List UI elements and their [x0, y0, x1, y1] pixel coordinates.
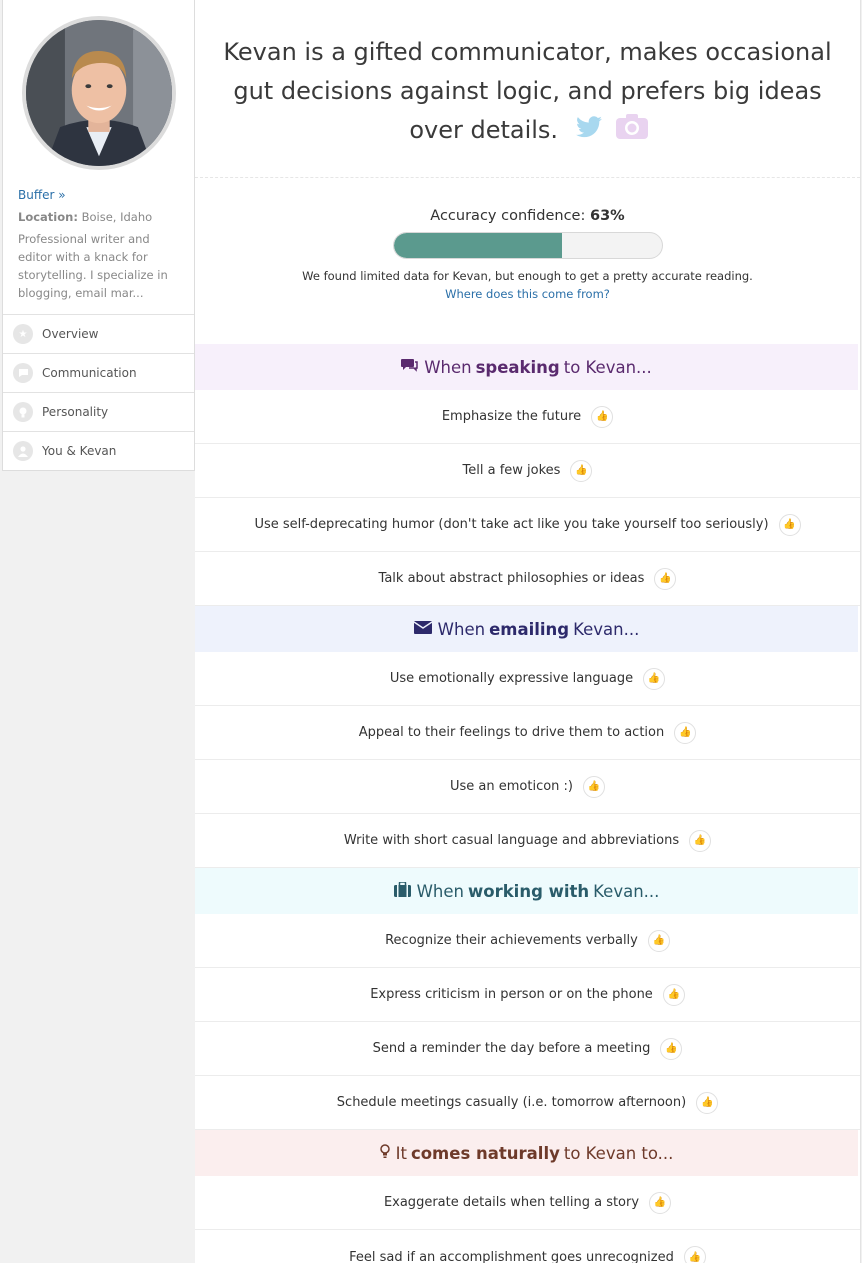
section-pre: When	[437, 619, 486, 639]
thumbs-up-icon[interactable]: 👍	[674, 722, 696, 744]
lightbulb-icon	[13, 402, 33, 422]
tip-row	[195, 1076, 860, 1130]
chat-icon	[13, 363, 33, 383]
section-header-emailing	[195, 606, 858, 652]
location-value: Boise, Idaho	[81, 210, 153, 224]
tip-text: Send a reminder the day before a meeting	[372, 1041, 651, 1056]
camera-icon[interactable]	[616, 112, 646, 136]
section-post: to Kevan...	[563, 357, 652, 377]
sidebar-item-you-and-kevan[interactable]	[3, 431, 194, 470]
location-label: Location:	[18, 210, 78, 224]
user-icon	[13, 441, 33, 461]
chat-icon	[401, 358, 418, 376]
tip-text: Use an emoticon :)	[449, 779, 573, 794]
profile-meta	[3, 182, 194, 314]
tip-text: Feel sad if an accomplishment goes unrecognized	[349, 1249, 674, 1263]
main-content	[195, 0, 861, 1263]
sidebar-item-label: Overview	[42, 327, 99, 341]
avatar-photo	[26, 20, 172, 166]
tip-text: Write with short casual language and abbreviations	[343, 833, 680, 848]
section-bold: speaking	[475, 357, 560, 377]
lightbulb-icon	[380, 1144, 390, 1163]
sidebar-item-label: You & Kevan	[42, 444, 117, 458]
thumbs-up-icon[interactable]: 👍	[654, 568, 676, 590]
section-header-speaking	[195, 344, 858, 390]
location	[18, 208, 182, 226]
share-icons	[576, 112, 646, 151]
section-bold: working with	[467, 881, 590, 901]
tip-row	[195, 390, 860, 444]
section-header-comes-naturally	[195, 1130, 858, 1176]
tip-row	[195, 1176, 860, 1230]
tip-row	[195, 498, 860, 552]
tip-text: Emphasize the future	[441, 409, 582, 424]
thumbs-up-icon[interactable]: 👍	[649, 1192, 671, 1214]
tip-text: Recognize their achievements verbally	[385, 933, 638, 948]
thumbs-up-icon[interactable]: 👍	[660, 1038, 682, 1060]
tip-row	[195, 552, 860, 606]
section-bold: emailing	[489, 619, 570, 639]
confidence-value: 63%	[589, 208, 625, 224]
headline-block	[195, 0, 860, 178]
tip-row	[195, 760, 860, 814]
tip-text: Appeal to their feelings to drive them to action	[358, 725, 665, 740]
thumbs-up-icon[interactable]: 👍	[684, 1246, 706, 1263]
thumbs-up-icon[interactable]: 👍	[689, 830, 711, 852]
thumbs-up-icon[interactable]: 👍	[583, 776, 605, 798]
tip-text: Use emotionally expressive language	[389, 671, 634, 686]
briefcase-icon	[394, 882, 411, 901]
section-pre: It	[395, 1143, 407, 1163]
thumbs-up-icon[interactable]: 👍	[643, 668, 665, 690]
section-pre: When	[416, 881, 464, 901]
sidebar-item-overview[interactable]	[3, 314, 194, 353]
thumbs-up-icon[interactable]: 👍	[591, 406, 613, 428]
thumbs-up-icon[interactable]: 👍	[570, 460, 592, 482]
thumbs-up-icon[interactable]: 👍	[663, 984, 685, 1006]
section-post: to Kevan to...	[563, 1143, 674, 1163]
section-pre: When	[424, 357, 472, 377]
data-source-link[interactable]: Where does this come from?	[445, 287, 610, 301]
avatar	[22, 16, 176, 170]
confidence-note: We found limited data for Kevan, but enough to get a pretty accurate reading.	[302, 269, 753, 283]
tip-text: Talk about abstract philosophies or ideas	[378, 571, 645, 586]
sidebar-item-personality[interactable]	[3, 392, 194, 431]
sidebar-nav	[3, 314, 194, 470]
sidebar-item-label: Communication	[42, 366, 137, 380]
profile-bio: Professional writer and editor with a knack for storytelling. I specialize in blogging, email mar...	[18, 232, 168, 300]
section-post: Kevan...	[593, 881, 660, 901]
tip-text: Use self-deprecating humor (don't take act like you take yourself too seriously)	[254, 517, 769, 532]
company-link[interactable]: Buffer »	[18, 188, 66, 202]
envelope-icon	[414, 620, 432, 638]
tip-row	[195, 444, 860, 498]
tip-row	[195, 652, 860, 706]
accuracy-confidence	[195, 178, 860, 344]
confidence-label: Accuracy confidence:	[430, 208, 586, 224]
tip-row	[195, 968, 860, 1022]
confidence-progress-bar	[393, 232, 663, 259]
tip-row	[195, 914, 860, 968]
confidence-progress-fill	[394, 233, 563, 258]
tip-text: Express criticism in person or on the phone	[370, 987, 653, 1002]
tip-text: Exaggerate details when telling a story	[383, 1195, 640, 1210]
tip-row	[195, 706, 860, 760]
sidebar-item-label: Personality	[42, 405, 109, 419]
tip-row	[195, 1230, 860, 1263]
tip-row	[195, 1022, 860, 1076]
avatar-container	[3, 0, 194, 182]
confidence-label-row	[195, 208, 860, 224]
tip-text: Tell a few jokes	[462, 463, 561, 478]
tip-text: Schedule meetings casually (i.e. tomorrow afternoon)	[336, 1095, 687, 1110]
section-post: Kevan...	[573, 619, 640, 639]
twitter-icon[interactable]	[576, 112, 602, 151]
profile-sidebar	[2, 0, 195, 471]
section-header-working	[195, 868, 858, 914]
star-icon: ★	[13, 324, 33, 344]
thumbs-up-icon[interactable]: 👍	[696, 1092, 718, 1114]
personality-headline: Kevan is a gifted communicator, makes occasional gut decisions against logic, and prefers big ideas over details.	[223, 38, 832, 144]
section-bold: comes naturally	[410, 1143, 560, 1163]
thumbs-up-icon[interactable]: 👍	[648, 930, 670, 952]
tip-row	[195, 814, 860, 868]
thumbs-up-icon[interactable]: 👍	[779, 514, 801, 536]
sidebar-item-communication[interactable]	[3, 353, 194, 392]
